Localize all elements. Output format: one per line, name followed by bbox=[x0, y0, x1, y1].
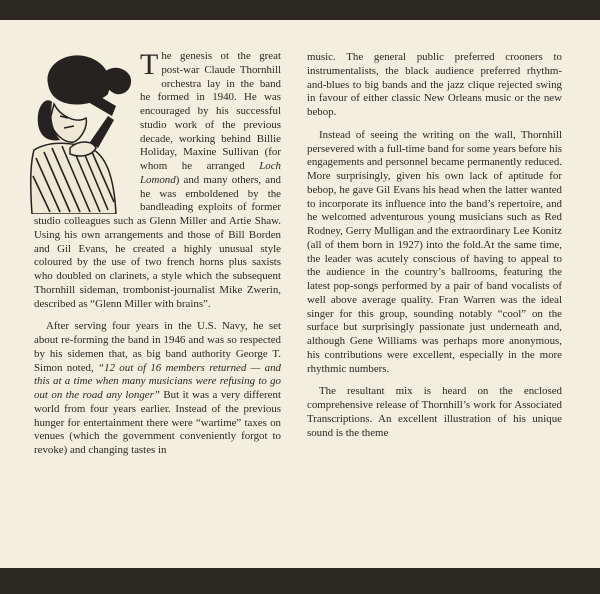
paragraph-5: The resultant mix is heard on the enclosed comprehensive release of Thornhill’s work for Associated Transcriptions. An excellent illustration of his unique sound is the theme bbox=[307, 385, 562, 439]
bottom-border bbox=[0, 568, 600, 594]
right-column bbox=[307, 51, 562, 449]
booklet-page bbox=[0, 20, 600, 568]
paragraph-1-text: he genesis ot the great post-war Claude Thornhill orchestra lay in the band he formed in 1940. He was encouraged by his successful studio work of the previous decade, working behind Billie Holiday, Maxine Sullivan (for whom he arranged bbox=[140, 50, 281, 172]
paragraph-1-end: ) and many others, and he was emboldened by the bandleading exploits of former studio colleagues such as Glenn Miller and Artie Shaw. Using his own arrangements and those of Bill Borden and Gil Evans, he created a highly unusual style coloured by the use of two french horns plus saxists who doubled on clarinets, a style which the subsequent Thornhill sideman, trombonist-journalist Mike Zwerin, described as “Glenn Miller with brains”. bbox=[34, 173, 281, 310]
paragraph-3: music. The general public preferred crooners to instrumentalists, the black audience preferred rhythm-and-blues to big bands and the jazz clique rejected swing in favour of either classic New Orleans music or the new bebop. bbox=[307, 51, 562, 118]
paragraph-2-text: After serving four years in the U.S. Navy, he set about re-forming the band in 1946 and was so respected by his sidemen that, as big band authority George T. Simon noted, bbox=[34, 320, 281, 374]
song-title: Loch Lomond bbox=[140, 160, 281, 186]
top-border bbox=[0, 0, 600, 20]
quote-italic: “12 out of 16 members returned — and this at a time when many musicians were refusing to go out on the road any longer” bbox=[34, 361, 281, 401]
drop-cap: T bbox=[140, 48, 159, 81]
saxophone-player-illustration bbox=[30, 46, 134, 214]
paragraph-2-end: But it was a very different world from four years earlier. Instead of the previous hunger for entertainment there were “wartime” taxes on venues (which the government conveniently forgot to revoke) and changing tastes in bbox=[34, 389, 281, 456]
paragraph-4: Instead of seeing the writing on the wall, Thornhill persevered with a full-time band for some years before his engagements and personnel became permanently reduced. More surprisingly, given his own lack of aptitude for bebop, he gave Gil Evans his head when the latter wanted to incorporate its influence into the band’s repertoire, and he welcomed adventurous young musicians such as Red Rodney, Gerry Mulligan and the extraordinary Lee Konitz (all of them born in 1927) into the fold.At the same time, the leader was acutely conscious of having to appeal to the audience in the country’s ballrooms, featuring the latest pop-songs performed by a pair of band vocalists of well above average quality. Fran Warren was the ideal singer for this group, sounding notably “cool” on the surface but surprisingly passionate just underneath and, although Gene Williams was perhaps more anonymous, his contributions were excellent, especially in the more rhythmic numbers. bbox=[307, 128, 562, 375]
left-column bbox=[34, 50, 281, 467]
